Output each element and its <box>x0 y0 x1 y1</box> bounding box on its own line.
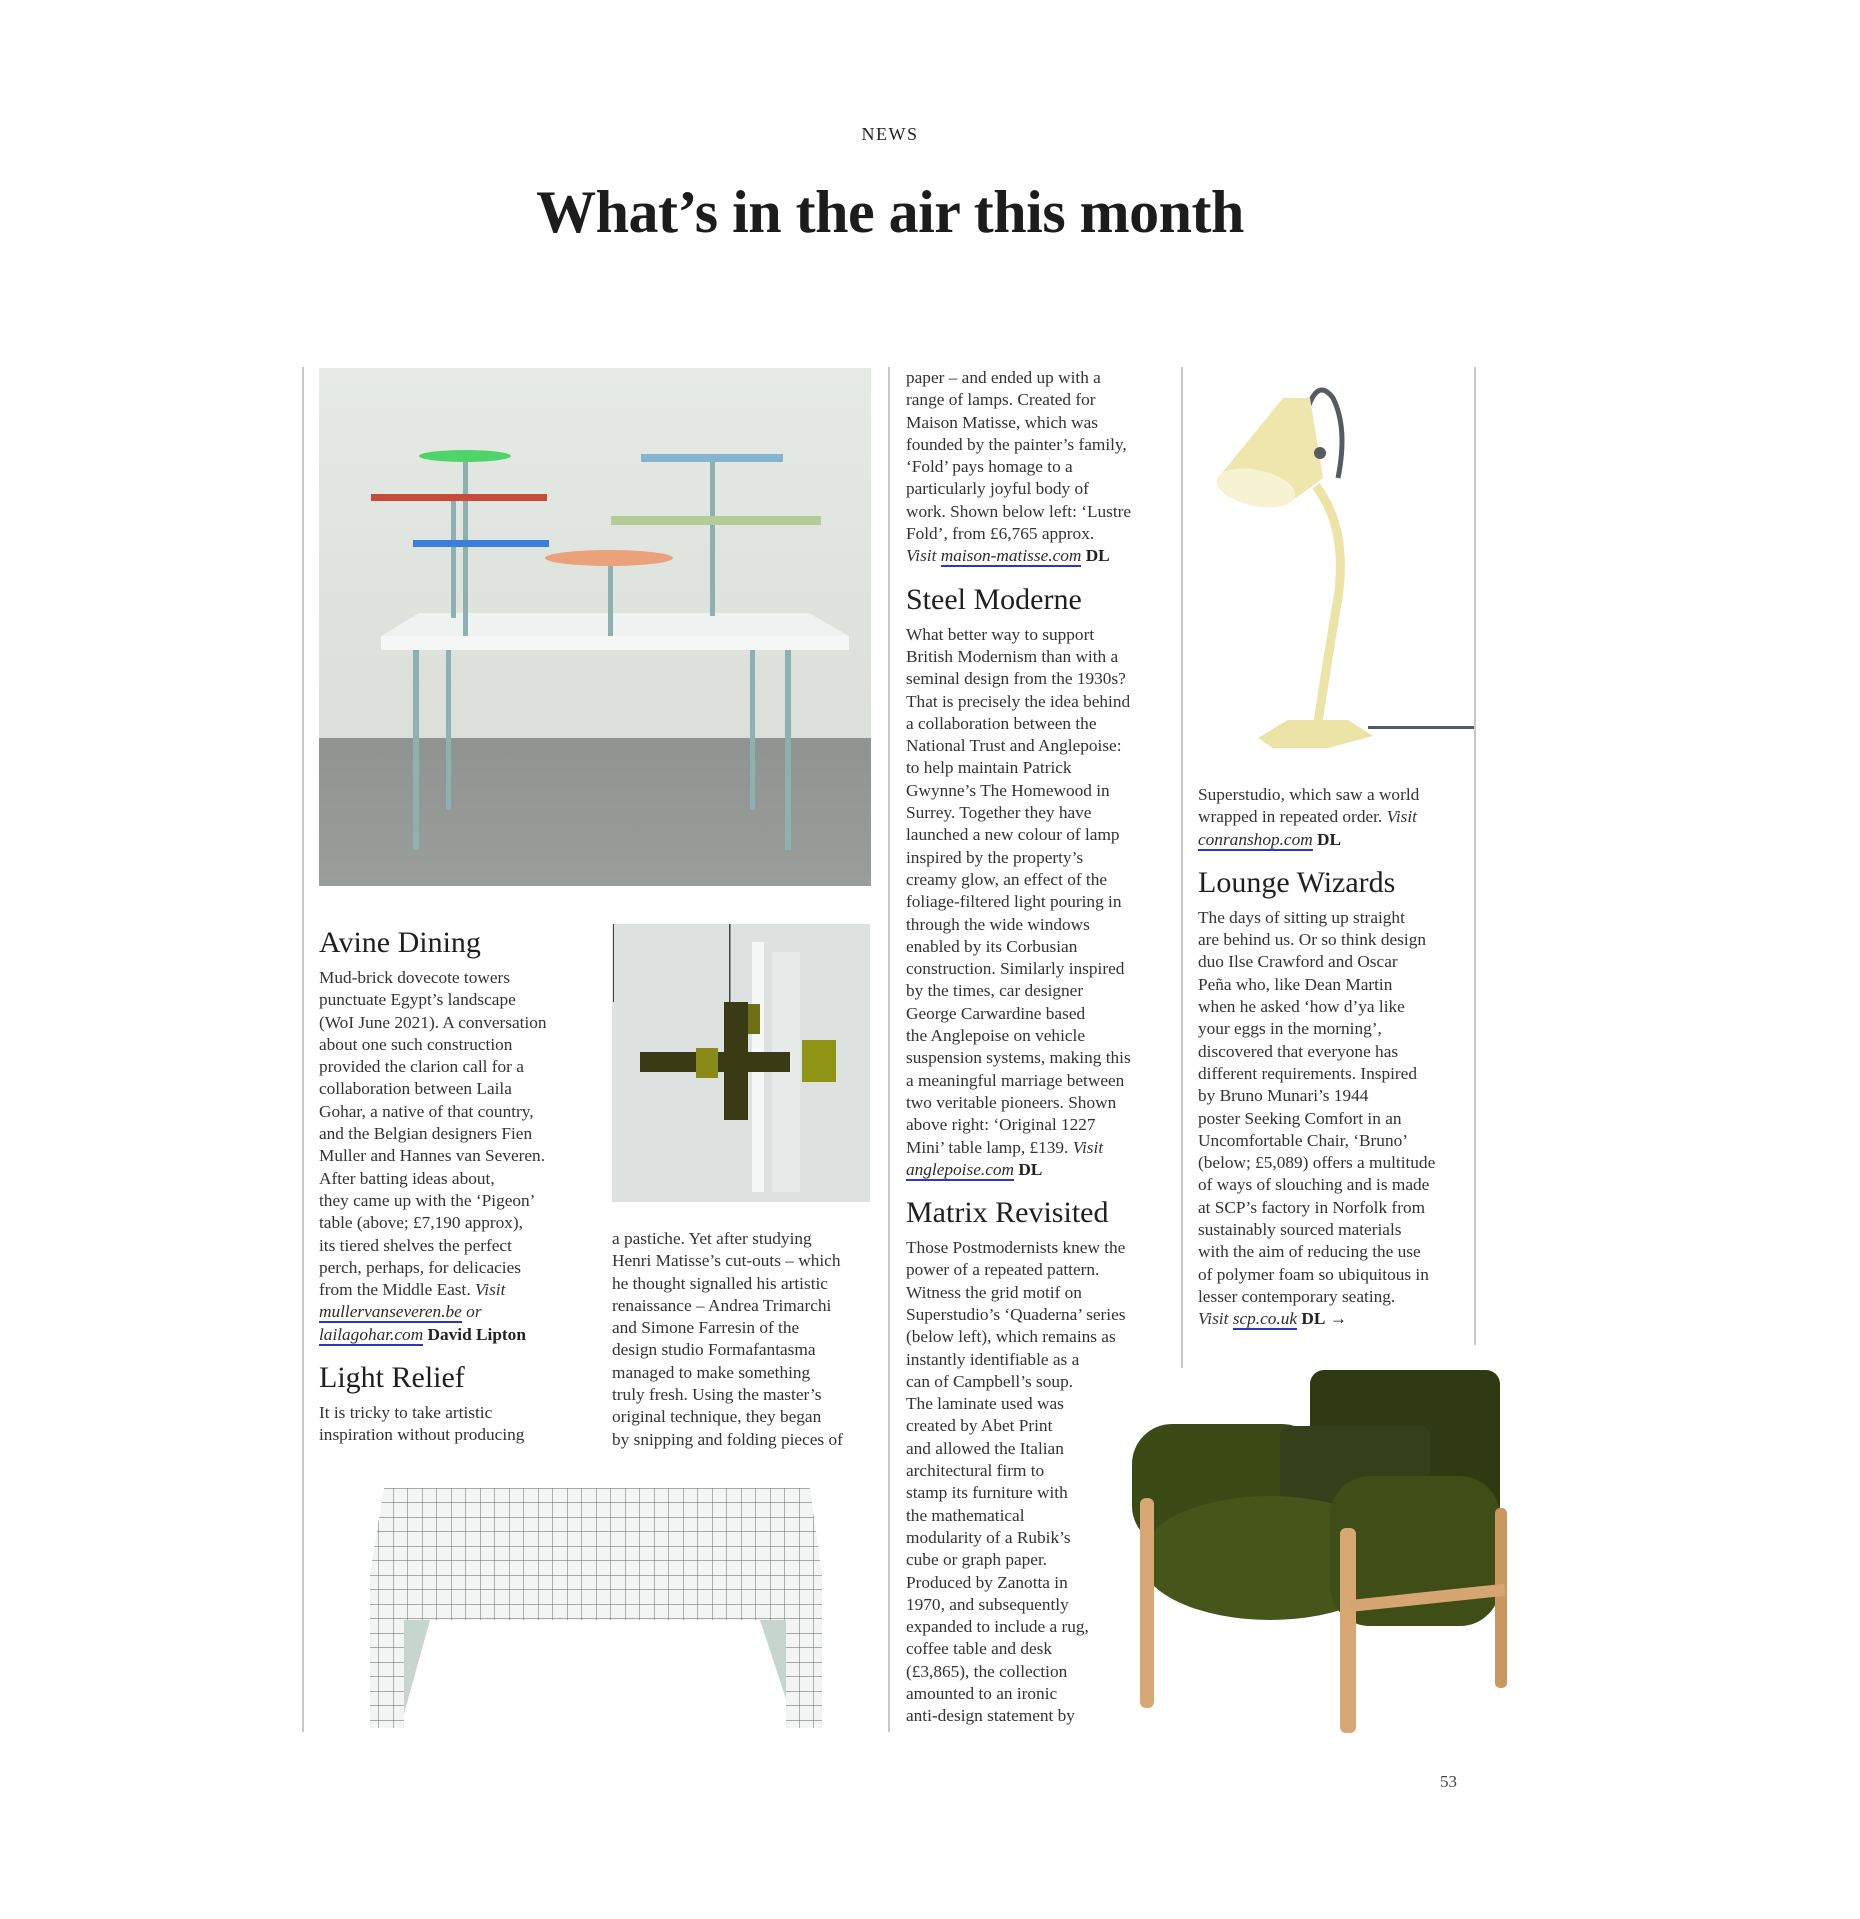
line: launched a new colour of lamp <box>906 825 1120 845</box>
line: George Carwardine based <box>906 1003 1086 1023</box>
line: table (above; £7,190 approx), <box>319 1213 523 1233</box>
byline: David Lipton <box>427 1324 526 1344</box>
line: different requirements. Inspired <box>1198 1063 1417 1083</box>
line: truly fresh. Using the master’s <box>612 1385 822 1405</box>
visit-label: Visit <box>1386 807 1417 827</box>
line: sustainably sourced materials <box>1198 1220 1402 1240</box>
line: Henri Matisse’s cut-outs – which <box>612 1251 841 1271</box>
line: Produced by Zanotta in <box>906 1572 1068 1592</box>
line: of polymer foam so ubiquitous in <box>1198 1264 1429 1284</box>
page-number: 53 <box>1440 1772 1457 1791</box>
line: paper – and ended up with a <box>906 368 1101 387</box>
line: punctuate Egypt’s landscape <box>319 990 516 1010</box>
line: suspension systems, making this <box>906 1048 1131 1068</box>
line: lesser contemporary seating. <box>1198 1286 1396 1306</box>
line: cube or graph paper. <box>906 1550 1048 1570</box>
anglepoise-lamp-image <box>1198 368 1474 748</box>
line: provided the clarion call for a <box>319 1057 524 1077</box>
line: The days of sitting up straight <box>1198 907 1405 927</box>
line: of ways of slouching and is made <box>1198 1175 1430 1195</box>
line: Fold’, from £6,765 approx. <box>906 524 1095 544</box>
line: Witness the grid motif on <box>906 1282 1082 1302</box>
line: The laminate used was <box>906 1394 1064 1414</box>
line: at SCP’s factory in Norfolk from <box>1198 1197 1426 1217</box>
line: a pastiche. Yet after studying <box>612 1229 812 1248</box>
article-heading: Lounge Wizards <box>1198 865 1396 899</box>
line: construction. Similarly inspired <box>906 959 1125 979</box>
line: stamp its furniture with <box>906 1483 1068 1503</box>
line: with the aim of reducing the use <box>1198 1242 1421 1262</box>
line-text: (WoI June 2021). A conversation <box>319 1012 547 1032</box>
line: duo Ilse Crawford and Oscar <box>1198 952 1398 972</box>
line: two veritable pioneers. Shown <box>906 1092 1117 1112</box>
line: a collaboration between the <box>906 713 1097 733</box>
line: It is tricky to take artistic <box>319 1403 493 1423</box>
line: Those Postmodernists knew the <box>906 1238 1126 1258</box>
line: What better way to support <box>906 624 1095 644</box>
line: Maison Matisse, which was <box>906 412 1098 432</box>
article-light-relief-cont <box>612 1228 877 1451</box>
line: poster Seeking Comfort in an <box>1198 1108 1402 1128</box>
article-heading: Steel Moderne <box>906 582 1082 616</box>
line: Superstudio, which saw a world <box>1198 785 1420 804</box>
line: and allowed the Italian <box>906 1438 1064 1458</box>
line-text: wrapped in repeated order. <box>1198 807 1383 827</box>
quaderna-table-image <box>350 1474 840 1736</box>
line: power of a repeated pattern. <box>906 1260 1100 1280</box>
line: British Modernism than with a <box>906 646 1119 666</box>
line: Mud-brick dovecote towers <box>319 968 510 987</box>
continue-arrow-icon: → <box>1329 1309 1347 1329</box>
line: 1970, and subsequently <box>906 1594 1069 1614</box>
byline: DL <box>1317 829 1342 849</box>
line <box>1198 806 1470 828</box>
line-text: from the Middle East. <box>319 1280 471 1300</box>
pigeon-table-image <box>319 368 871 886</box>
line: Uncomfortable Chair, ‘Bruno’ <box>1198 1130 1408 1150</box>
or-label: or <box>466 1302 482 1322</box>
visit-label: Visit <box>906 546 937 566</box>
link-anglepoise[interactable]: anglepoise.com <box>906 1159 1014 1179</box>
line: above right: ‘Original 1227 <box>906 1115 1096 1135</box>
line: can of Campbell’s soup. <box>906 1371 1074 1391</box>
line <box>319 1279 579 1301</box>
line: and Simone Farresin of the <box>612 1318 800 1338</box>
line: he thought signalled his artistic <box>612 1273 828 1293</box>
line: That is precisely the idea behind <box>906 691 1131 711</box>
article-heading: Light Relief <box>319 1361 465 1395</box>
line: (below; £5,089) offers a multitude <box>1198 1153 1436 1173</box>
line: the mathematical <box>906 1505 1025 1525</box>
column-rule-right <box>1474 367 1476 1345</box>
line: amounted to an ironic <box>906 1684 1058 1704</box>
line: anti-design statement by <box>906 1706 1075 1726</box>
column-rule-left <box>302 367 304 1732</box>
line: Superstudio’s ‘Quaderna’ series <box>906 1304 1126 1324</box>
lustre-fold-lamp-image <box>612 924 870 1202</box>
link-maison-matisse[interactable]: maison-matisse.com <box>940 546 1082 566</box>
line: about one such construction <box>319 1034 513 1054</box>
line: its tiered shelves the perfect <box>319 1235 512 1255</box>
line: inspired by the property’s <box>906 847 1084 867</box>
line: coffee table and desk <box>906 1639 1053 1659</box>
byline: DL <box>1301 1309 1326 1329</box>
article-heading: Matrix Revisited <box>906 1196 1109 1230</box>
line: original technique, they began <box>612 1407 822 1427</box>
line: Peña who, like Dean Martin <box>1198 974 1393 994</box>
line: work. Shown below left: ‘Lustre <box>906 501 1132 521</box>
visit-label: Visit <box>1198 1309 1229 1329</box>
link-lailagohar[interactable]: lailagohar.com <box>319 1324 424 1344</box>
page-title: What’s in the air this month <box>536 179 1244 245</box>
line: architectural firm to <box>906 1461 1045 1481</box>
line: created by Abet Print <box>906 1416 1053 1436</box>
line: your eggs in the morning’, <box>1198 1019 1382 1039</box>
line <box>1198 829 1470 851</box>
line: by snipping and folding pieces of <box>612 1429 843 1449</box>
line <box>906 1137 1171 1159</box>
line: inspiration without producing <box>319 1425 525 1445</box>
line: perch, perhaps, for delicacies <box>319 1257 521 1277</box>
line: discovered that everyone has <box>1198 1041 1399 1061</box>
line: ‘Fold’ pays homage to a <box>906 457 1073 477</box>
line: the Anglepoise on vehicle <box>906 1026 1086 1046</box>
column-rule-3 <box>1181 367 1183 1402</box>
article-avine-dining <box>319 925 579 1447</box>
line: collaboration between Laila <box>319 1079 512 1099</box>
line: Gohar, a native of that country, <box>319 1101 534 1121</box>
line: to help maintain Patrick <box>906 758 1072 778</box>
line: foliage-filtered light pouring in <box>906 892 1122 912</box>
line: and the Belgian designers Fien <box>319 1124 533 1144</box>
line: After batting ideas about, <box>319 1168 495 1188</box>
byline: DL <box>1085 546 1110 566</box>
line: Muller and Hannes van Severen. <box>319 1146 546 1166</box>
line: particularly joyful body of <box>906 479 1089 499</box>
line: (£3,865), the collection <box>906 1661 1068 1681</box>
visit-label: Visit <box>1072 1137 1104 1157</box>
line <box>319 1012 579 1034</box>
article-heading: Avine Dining <box>319 926 481 959</box>
line: managed to make something <box>612 1362 811 1382</box>
line <box>906 1159 1171 1181</box>
line: they came up with the ‘Pigeon’ <box>319 1190 536 1210</box>
line <box>319 1301 579 1323</box>
link-scp[interactable]: scp.co.uk <box>1232 1309 1298 1329</box>
byline: DL <box>1018 1159 1043 1179</box>
line: design studio Formafantasma <box>612 1340 816 1360</box>
line: Gwynne’s The Homewood in <box>906 780 1110 800</box>
link-conranshop[interactable]: conranshop.com <box>1198 829 1313 849</box>
section-kicker: NEWS <box>861 124 919 144</box>
line: a meaningful marriage between <box>906 1070 1125 1090</box>
line: by the times, car designer <box>906 981 1084 1001</box>
line: instantly identifiable as a <box>906 1349 1080 1369</box>
line <box>319 1324 579 1346</box>
line: when he asked ‘how d’ya like <box>1198 997 1405 1017</box>
visit-label: Visit <box>475 1280 506 1300</box>
line-text: Mini’ table lamp, £139. <box>906 1137 1069 1157</box>
line: National Trust and Anglepoise: <box>906 736 1122 756</box>
line: creamy glow, an effect of the <box>906 869 1108 889</box>
line: seminal design from the 1930s? <box>906 669 1126 689</box>
line: are behind us. Or so think design <box>1198 930 1426 950</box>
line: (below left), which remains as <box>906 1327 1116 1347</box>
line: Surrey. Together they have <box>906 803 1092 823</box>
link-mullervanseveren[interactable]: mullervanseveren.be <box>319 1302 462 1322</box>
line: through the wide windows <box>906 914 1090 934</box>
column-4 <box>1198 784 1470 1331</box>
line: modularity of a Rubik’s <box>906 1527 1071 1547</box>
line: expanded to include a rug, <box>906 1617 1089 1637</box>
line: by Bruno Munari’s 1944 <box>1198 1086 1369 1106</box>
line <box>1198 1308 1470 1330</box>
line: enabled by its Corbusian <box>906 936 1078 956</box>
bruno-chair-image <box>1120 1368 1515 1738</box>
column-rule-2 <box>888 367 890 1732</box>
line <box>906 545 1171 567</box>
line: founded by the painter’s family, <box>906 434 1127 454</box>
line: range of lamps. Created for <box>906 390 1096 410</box>
line: renaissance – Andrea Trimarchi <box>612 1295 832 1315</box>
